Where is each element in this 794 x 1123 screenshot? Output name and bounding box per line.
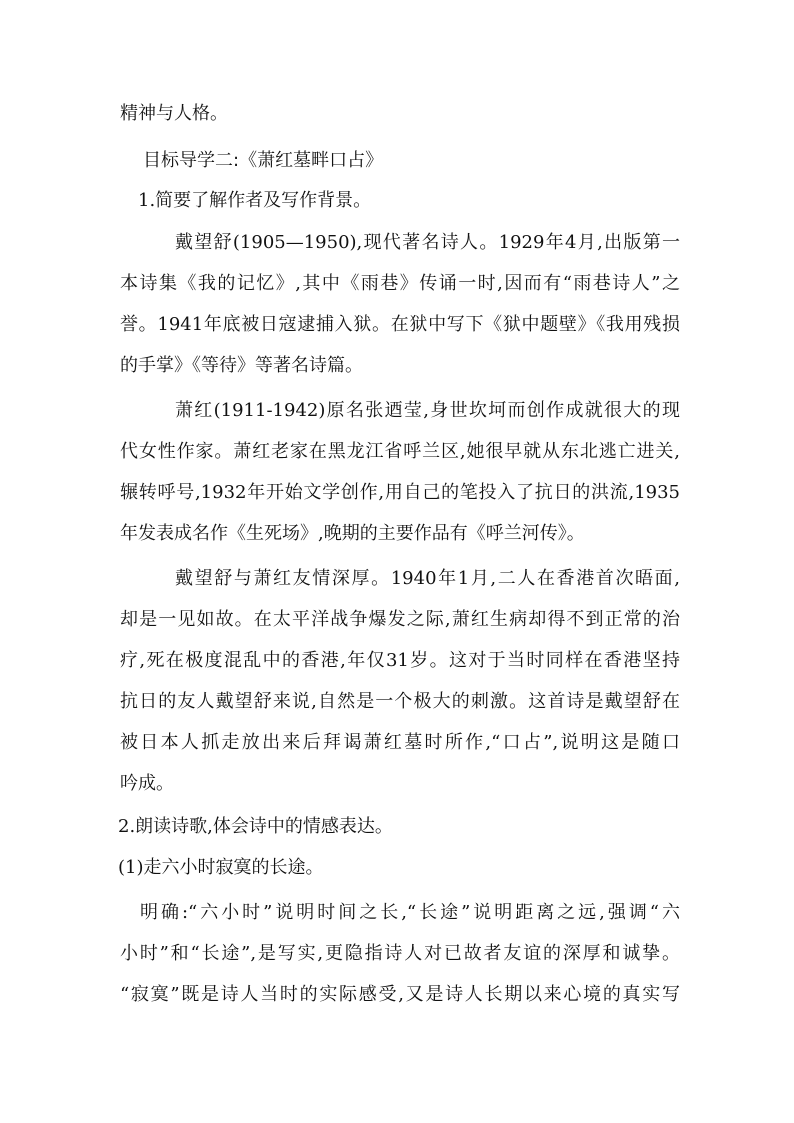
subheading-2: 2.朗读诗歌,体会诗中的情感表达。 bbox=[118, 816, 393, 837]
para-3-line-1: 戴望舒与萧红友情深厚。1940年1月,二人在香港首次晤面, bbox=[175, 568, 680, 589]
para-1-line-2: 本诗集《我的记忆》,其中《雨巷》传诵一时,因而有“雨巷诗人”之 bbox=[120, 273, 680, 294]
text-line-1: 精神与人格。 bbox=[120, 103, 228, 124]
para-2-line-3: 辗转呼号,1932年开始文学创作,用自己的笔投入了抗日的洪流,1935 bbox=[120, 482, 680, 503]
subheading-1: 1.简要了解作者及写作背景。 bbox=[138, 190, 372, 211]
para-1-line-3: 誉。1941年底被日寇逮捕入狱。在狱中写下《狱中题壁》《我用残损 bbox=[120, 314, 680, 335]
para-3-line-3: 疗,死在极度混乱中的香港,年仅31岁。这对于当时同样在香港坚持 bbox=[120, 650, 680, 671]
para-1-line-4: 的手掌》《等待》等著名诗篇。 bbox=[120, 355, 363, 376]
para-3-line-2: 却是一见如故。在太平洋战争爆发之际,萧红生病却得不到正常的治 bbox=[120, 609, 680, 630]
para-2-line-4: 年发表成名作《生死场》,晚期的主要作品有《呼兰河传》。 bbox=[120, 523, 585, 544]
para-3-line-5: 被日本人抓走放出来后拜谒萧红墓时所作,“口占”,说明这是随口 bbox=[120, 732, 680, 753]
para-3-line-6: 吟成。 bbox=[120, 773, 174, 794]
para-1-line-1: 戴望舒(1905—1950),现代著名诗人。1929年4月,出版第一 bbox=[175, 232, 680, 253]
answer-line-1: 明确:“六小时”说明时间之长,“长途”说明距离之远,强调“六 bbox=[140, 902, 680, 923]
para-3-line-4: 抗日的友人戴望舒来说,自然是一个极大的刺激。这首诗是戴望舒在 bbox=[120, 691, 680, 712]
answer-line-3: “寂寞”既是诗人当时的实际感受,又是诗人长期以来心境的真实写 bbox=[120, 984, 680, 1005]
para-2-line-2: 代女性作家。萧红老家在黑龙江省呼兰区,她很早就从东北逃亡进关, bbox=[120, 441, 680, 462]
para-2-line-1: 萧红(1911-1942)原名张迺莹,身世坎坷而创作成就很大的现 bbox=[175, 400, 680, 421]
subheading-2-1: (1)走六小时寂寞的长途。 bbox=[118, 857, 324, 878]
answer-line-2: 小时”和“长途”,是写实,更隐指诗人对已故者友谊的深厚和诚挚。 bbox=[120, 943, 680, 964]
section-heading: 目标导学二:《萧红墓畔口占》 bbox=[143, 150, 384, 171]
